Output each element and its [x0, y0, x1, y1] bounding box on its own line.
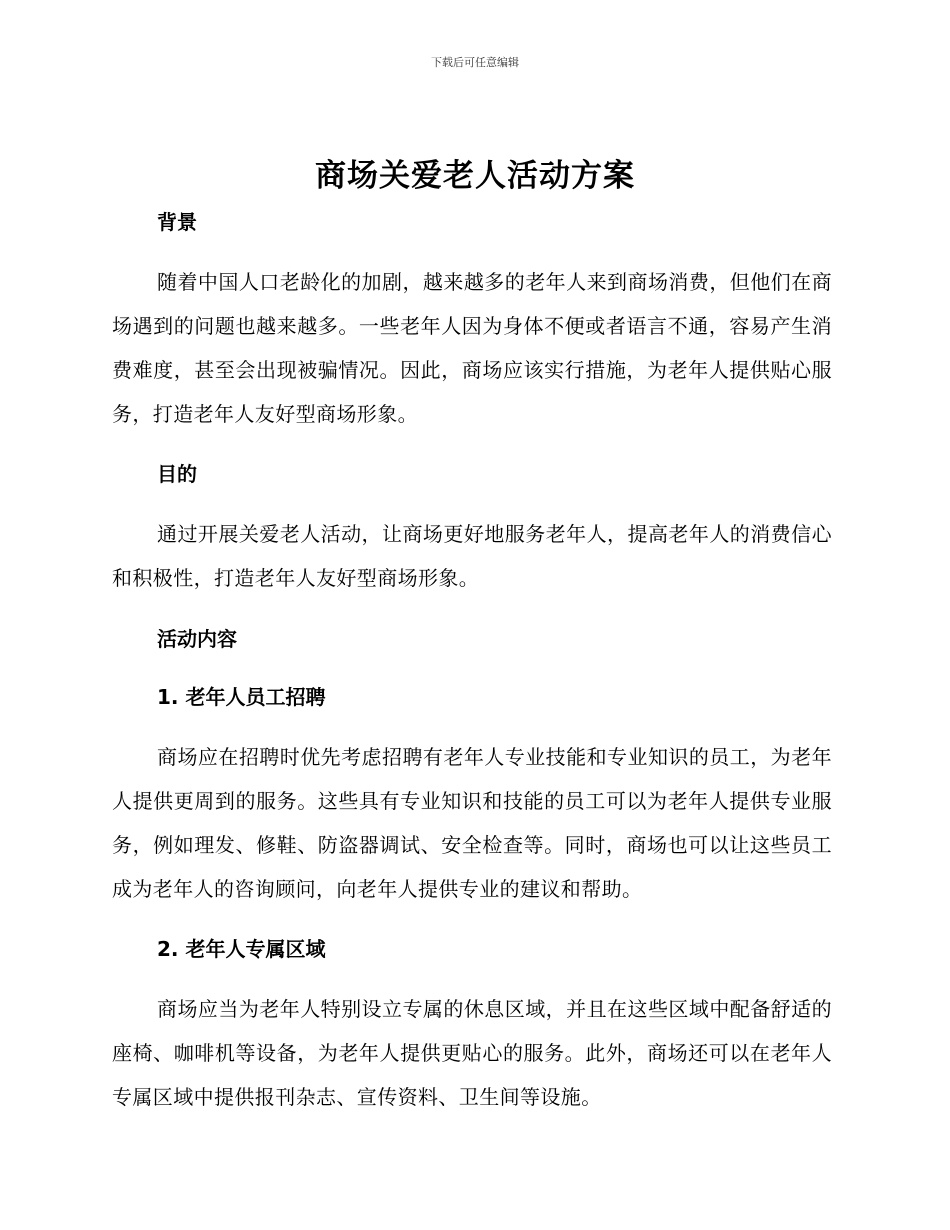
section-heading-background: 背景	[157, 210, 197, 234]
paragraph-background: 随着中国人口老龄化的加剧，越来越多的老年人来到商场消费，但他们在商场遇到的问题也越来越多。一些老年人因为身体不便或者语言不通，容易产生消费难度，甚至会出现被骗情况。因此，商场应该实行措施，为老年人提供贴心服务，打造老年人友好型商场形象。	[112, 270, 832, 426]
section-heading-purpose: 目的	[157, 462, 197, 486]
subsection-heading-exclusive-area: 2. 老年人专属区域	[157, 937, 326, 961]
header-note: 下载后可任意编辑	[431, 56, 519, 69]
document-body	[112, 208, 832, 1119]
paragraph-staff-recruitment: 商场应在招聘时优先考虑招聘有老年人专业技能和专业知识的员工，为老年人提供更周到的服务。这些具有专业知识和技能的员工可以为老年人提供专业服务，例如理发、修鞋、防盗器调试、安全检查等。同时，商场也可以让这些员工成为老年人的咨询顾问，向老年人提供专业的建议和帮助。	[112, 745, 832, 901]
subsection-heading-staff-recruitment: 1. 老年人员工招聘	[157, 685, 326, 709]
document-title: 商场关爱老人活动方案	[315, 158, 635, 194]
paragraph-purpose: 通过开展关爱老人活动，让商场更好地服务老年人，提高老年人的消费信心和积极性，打造老年人友好型商场形象。	[112, 522, 832, 590]
section-heading-activities: 活动内容	[157, 627, 237, 651]
paragraph-exclusive-area: 商场应当为老年人特别设立专属的休息区域，并且在这些区域中配备舒适的座椅、咖啡机等设备，为老年人提供更贴心的服务。此外，商场还可以在老年人专属区域中提供报刊杂志、宣传资料、卫生间等设施。	[112, 997, 832, 1109]
